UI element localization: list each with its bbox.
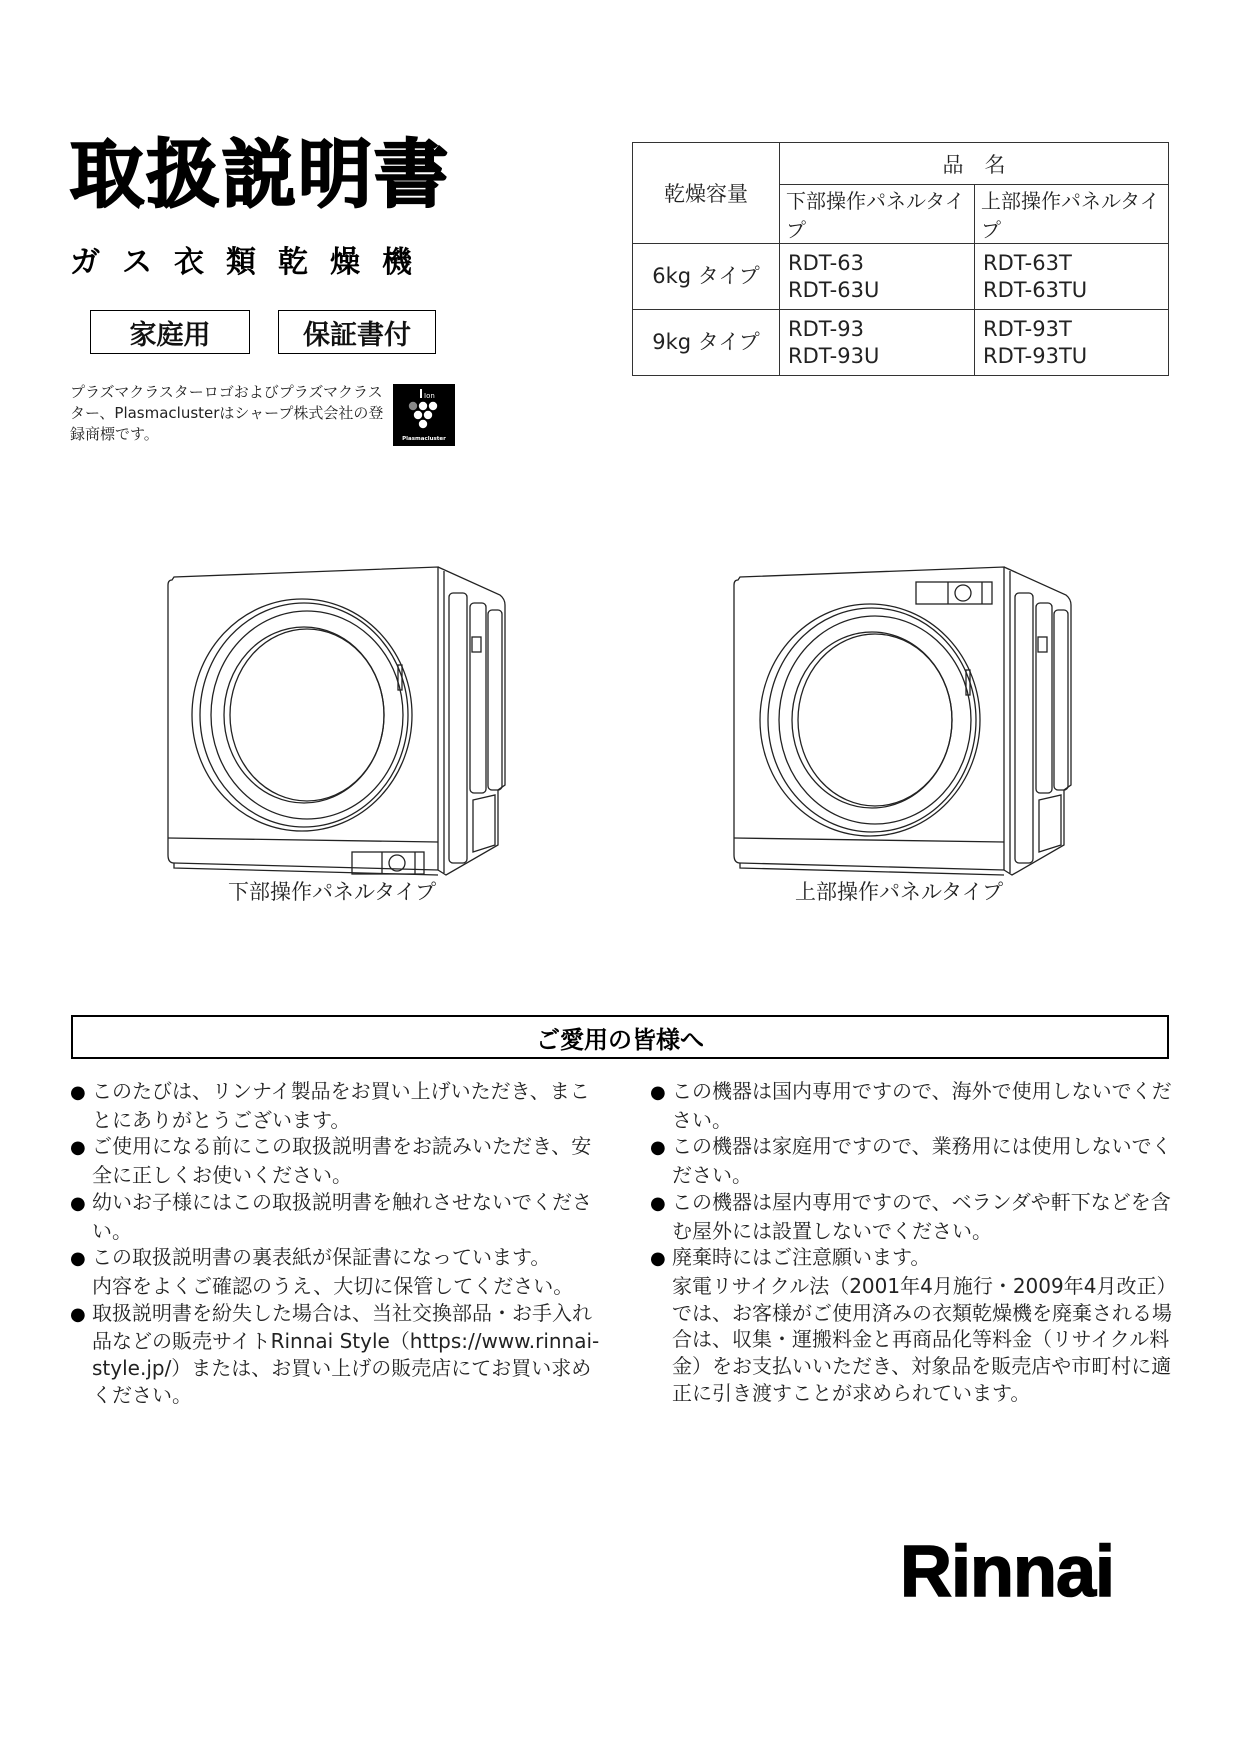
logo-brand-text: Plasmacluster (402, 436, 446, 442)
bullet-icon: ● (70, 1137, 86, 1159)
caption-upper-panel: 上部操作パネルタイプ (795, 880, 1004, 904)
bullet-icon: ● (70, 1192, 86, 1214)
table-row (633, 310, 1169, 376)
list-item: ● この機器は国内専用ですので、海外で使用しないでください。 (650, 1079, 1172, 1132)
plasmacluster-logo-icon (393, 384, 455, 446)
dryer-illustration-lower-panel (160, 555, 520, 885)
model-cell (780, 244, 975, 310)
rinnai-logo: Rinnai (900, 1532, 1115, 1612)
bullet-icon: ● (650, 1082, 666, 1103)
capacity-header: 乾燥容量 (633, 143, 780, 244)
notice-list-left (70, 1078, 605, 1408)
model-number: RDT-63 (788, 250, 864, 275)
model-number: RDT-63TU (983, 277, 1088, 302)
list-item: ● 幼いお子様にはこの取扱説明書を触れさせないでください。 (70, 1189, 592, 1243)
bullet-icon: ● (70, 1248, 86, 1270)
bullet-icon: ● (650, 1248, 666, 1270)
model-cell (975, 310, 1169, 376)
list-item: ● この機器は屋内専用ですので、ベランダや軒下などを含む屋外には設置しないでください。 (650, 1189, 1171, 1243)
capacity-cell: 6kg タイプ (633, 244, 780, 310)
bullet-icon: ● (650, 1192, 666, 1214)
bullet-icon: ● (650, 1137, 666, 1159)
model-number: RDT-93T (983, 316, 1072, 341)
caption-lower-panel: 下部操作パネルタイプ (228, 880, 437, 904)
bullet-icon: ● (70, 1082, 86, 1103)
model-number: RDT-63T (983, 250, 1072, 275)
model-number: RDT-93TU (983, 343, 1088, 368)
list-item: ● 取扱説明書を紛失した場合は、当社交換部品・お手入れ品などの販売サイトRinnai Style（https://www.rinnai-style.jp/）または、お買い上げの販売店にてお買い求めください。 (70, 1300, 600, 1407)
warranty-included-tag: 保証書付 (278, 310, 436, 354)
lower-panel-header: 下部操作パネルタイプ (780, 185, 975, 244)
notice-list-right (650, 1078, 1185, 1406)
list-item: ● この機器は家庭用ですので、業務用には使用しないでください。 (650, 1134, 1172, 1188)
bullet-icon: ● (70, 1303, 86, 1325)
table-row (633, 244, 1169, 310)
dryer-illustration-upper-panel (720, 555, 1080, 885)
list-item: ● ご使用になる前にこの取扱説明書をお読みいただき、安全に正しくお使いください。 (70, 1134, 592, 1188)
model-number: RDT-93 (788, 316, 864, 341)
product-type: ガス衣類乾燥機 (70, 245, 434, 280)
household-use-tag: 家庭用 (90, 310, 250, 354)
list-item: ● 廃棄時にはご注意願います。 家電リサイクル法（2001年4月施行・2009年4月改正）では、お客様がご使用済みの衣類乾燥機を廃棄される場合は、収集・運搬料金と再商品化等料金（リサイクル料金）をお支払いいただき、対象品を販売店や市町村に適正に引き渡すことが求められています。 (650, 1245, 1177, 1405)
product-name-header: 品 名 (780, 143, 1169, 185)
model-number: RDT-63U (788, 277, 880, 302)
upper-panel-header: 上部操作パネルタイプ (975, 185, 1169, 244)
model-number: RDT-93U (788, 343, 880, 368)
model-cell (780, 310, 975, 376)
document-title: 取扱説明書 (70, 132, 450, 218)
capacity-cell: 9kg タイプ (633, 310, 780, 376)
list-item: ● このたびは、リンナイ製品をお買い上げいただき、まことにありがとうございます。 (70, 1079, 590, 1132)
model-table (632, 142, 1169, 376)
logo-ion-text: Ion (424, 392, 435, 400)
trademark-note: プラズマクラスターロゴおよびプラズマクラスター、Plasmaclusterはシャープ株式会社の登録商標です。 (70, 383, 384, 443)
model-cell (975, 244, 1169, 310)
list-item: ● この取扱説明書の裏表紙が保証書になっています。 内容をよくご確認のうえ、大切に保管してください。 (70, 1245, 574, 1298)
notice-heading: ご愛用の皆様へ (71, 1015, 1169, 1059)
